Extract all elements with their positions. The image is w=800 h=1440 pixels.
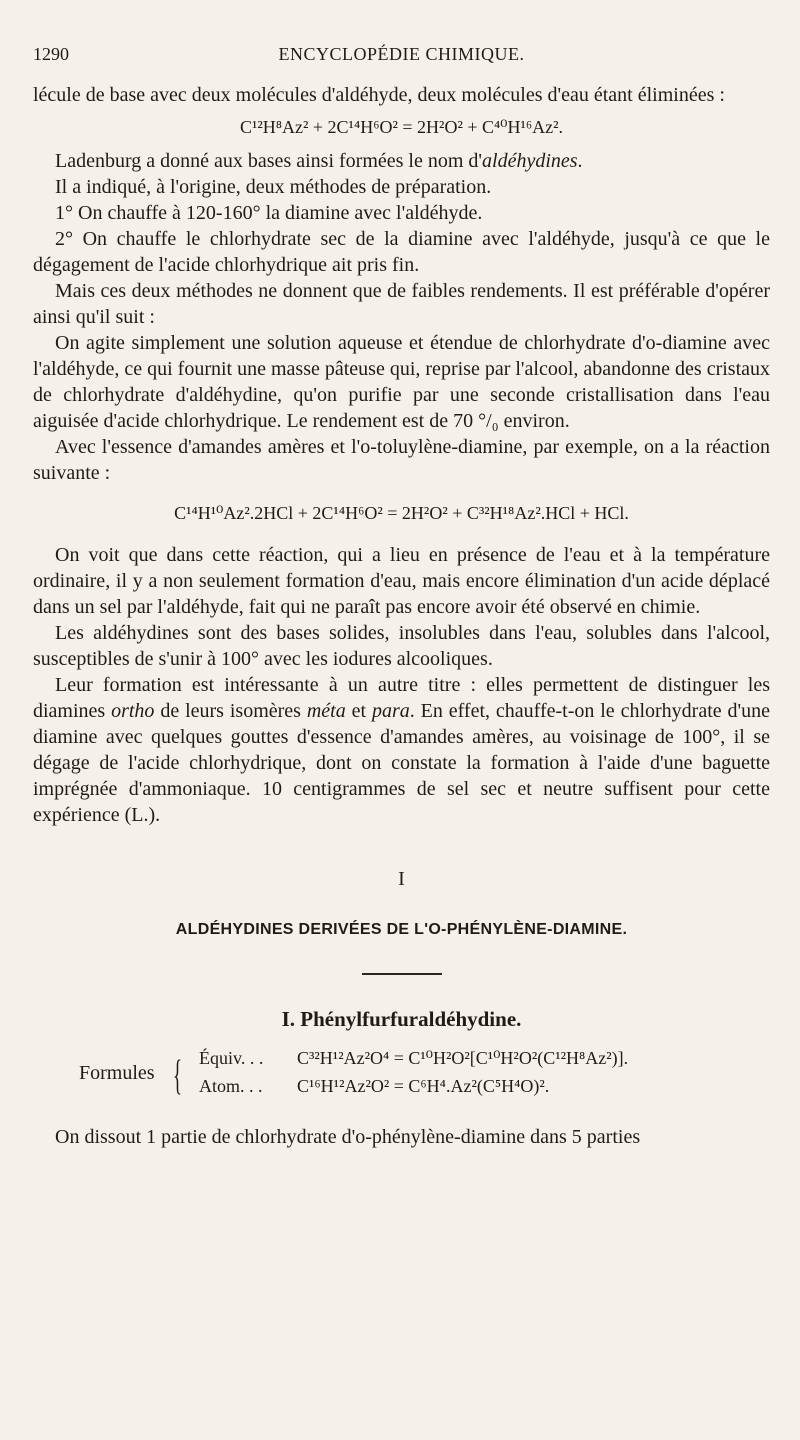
paragraph-agite: On agite simplement une solution aqueuse et étendue de chlorhydrate d'o-diamine avec l'aldéhyde, ce qui fournit une masse pâteuse qui, reprise par l'alcool, abandonne des cristaux de chlorhydrate d'aldéhydine, qu'on purifie par une seconde cristallisation dans l'eau aiguisée d'acide chlorhydrique. Le rendement est de 70 °/₀ environ.	[33, 332, 770, 432]
leur-text-c: et	[345, 700, 372, 722]
equiv-formula: C³²H¹²Az²O⁴ = C¹⁰H²O²[C¹⁰H²O²(C¹²H⁸Az²)].	[297, 1048, 629, 1068]
section-title: ALDÉHYDINES DERIVÉES DE L'O-PHÉNYLÈNE-DIAMINE.	[175, 921, 628, 938]
ladenburg-text: Ladenburg a donné aux bases ainsi formées le nom d'	[55, 150, 483, 172]
paragraph-method-1: 1° On chauffe à 120-160° la diamine avec l'aldéhyde.	[55, 202, 483, 224]
leur-text-a: Leur formation est intéressante à un autre titre : elles permettent de distinguer les diamines	[33, 674, 770, 722]
term-meta: méta	[306, 700, 346, 722]
page-header	[33, 44, 770, 74]
subsection-title: I. Phénylfurfuraldéhydine.	[281, 1007, 522, 1031]
formula-equiv	[199, 1048, 628, 1069]
term-ortho: ortho	[111, 700, 155, 722]
formulas-label: Formules	[79, 1062, 155, 1084]
brace-icon: {	[173, 1053, 183, 1099]
page-number: 1290	[33, 44, 69, 64]
leur-text-d: . En effet, chauffe-t-on le chlorhydrate d'une diamine avec quelques gouttes d'essence d'amandes amères, au voisinage de 100°, il se dégage de l'acide chlorhydrique, dont on constate la formation à l'aide d'une baguette imprégnée d'ammoniaque. 10 centigrammes de sel sec et neutre suffisent pour cette expérience (L.).	[33, 700, 770, 826]
atom-label: Atom. . .	[199, 1076, 263, 1096]
paragraph-leur	[33, 672, 770, 828]
section-divider	[362, 973, 442, 975]
paragraph-essence: Avec l'essence d'amandes amères et l'o-toluylène-diamine, par exemple, on a la réaction suivante :	[33, 436, 770, 484]
term-para: para	[371, 700, 410, 722]
atom-formula: C¹⁶H¹²Az²O² = C⁶H⁴.Az²(C⁵H⁴O)².	[297, 1076, 550, 1096]
page-body	[33, 82, 770, 1150]
formula-condensation: C¹²H⁸Az² + 2C¹⁴H⁶O² = 2H²O² + C⁴⁰H¹⁶Az².	[239, 117, 564, 137]
ladenburg-period: .	[577, 150, 583, 172]
paragraph-voit: On voit que dans cette réaction, qui a lieu en présence de l'eau et à la température ordinaire, il y a non seulement formation d'eau, mais encore élimination d'un acide déplacé dans un sel par l'aldéhyde, fait qui ne paraît pas encore avoir été observé en chimie.	[33, 544, 770, 618]
term-aldehydines: aldéhydines	[482, 150, 578, 172]
section-number: I	[398, 868, 405, 890]
formula-atom	[199, 1076, 549, 1097]
paragraph-solides: Les aldéhydines sont des bases solides, insolubles dans l'eau, solubles dans l'alcool, susceptibles de s'unir à 100° avec les iodures alcooliques.	[33, 622, 770, 670]
leur-text-b: de leurs isomères	[154, 700, 307, 722]
formula-reaction: C¹⁴H¹⁰Az².2HCl + 2C¹⁴H⁶O² = 2H²O² + C³²H¹⁸Az².HCl + HCl.	[174, 503, 629, 523]
equiv-label: Équiv. . .	[199, 1048, 264, 1068]
paragraph-intro: lécule de base avec deux molécules d'aldéhyde, deux molécules d'eau étant éliminées :	[33, 84, 725, 106]
paragraph-methods: Il a indiqué, à l'origine, deux méthodes de préparation.	[55, 176, 492, 198]
running-title: ENCYCLOPÉDIE CHIMIQUE.	[278, 44, 525, 64]
paragraph-method-2: 2° On chauffe le chlorhydrate sec de la diamine avec l'aldéhyde, jusqu'à ce que le dégagement de l'acide chlorhydrique ait pris fin.	[33, 228, 770, 276]
formulas-block	[33, 1048, 770, 1110]
paragraph-ladenburg	[33, 148, 770, 174]
paragraph-dissout: On dissout 1 partie de chlorhydrate d'o-phénylène-diamine dans 5 parties	[55, 1126, 641, 1148]
paragraph-mais: Mais ces deux méthodes ne donnent que de faibles rendements. Il est préférable d'opérer ainsi qu'il suit :	[33, 280, 770, 328]
